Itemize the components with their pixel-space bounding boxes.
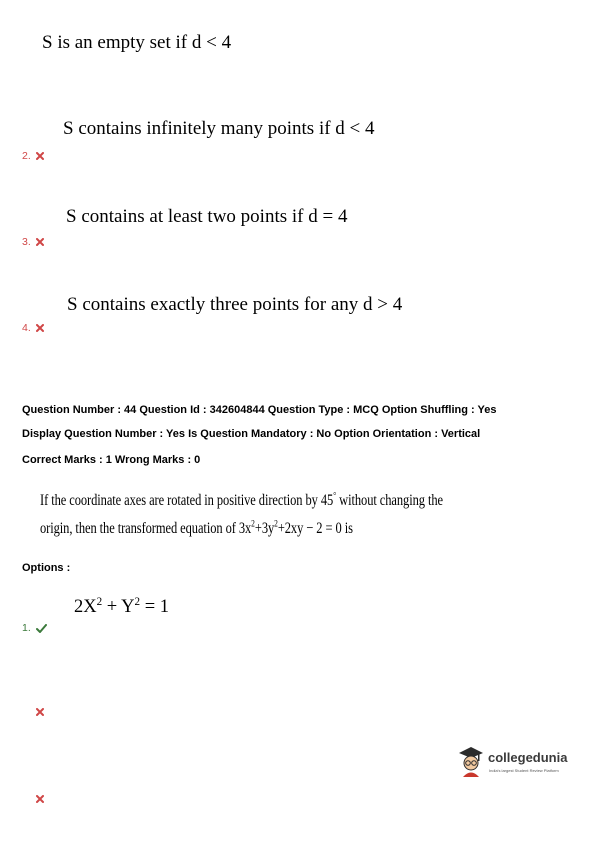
question-meta-line-2: Display Question Number : Yes Is Question Mandatory : No Option Orientation : Vertical bbox=[22, 428, 481, 440]
option-3-text: S contains at least two points if d = 4 bbox=[66, 206, 348, 227]
option-2-number: 2. bbox=[22, 150, 31, 162]
question-text-part: without changing the bbox=[336, 492, 443, 509]
question-text-line-1 bbox=[40, 492, 443, 510]
answer-option-3-marker bbox=[36, 790, 44, 808]
exponent: 2 bbox=[96, 595, 103, 608]
option-2-label bbox=[22, 150, 44, 162]
option-4-number: 4. bbox=[22, 322, 31, 334]
options-label: Options : bbox=[22, 562, 71, 574]
option-1-text: S is an empty set if d < 4 bbox=[42, 32, 232, 53]
cross-icon bbox=[36, 152, 44, 160]
cross-icon bbox=[36, 708, 44, 716]
degree-symbol: ° bbox=[333, 490, 337, 502]
check-icon bbox=[36, 624, 47, 633]
cross-icon bbox=[36, 795, 44, 803]
cross-icon bbox=[36, 238, 44, 246]
collegedunia-logo bbox=[456, 744, 576, 780]
question-text-part: +3y bbox=[254, 520, 275, 537]
question-text-part: +2xy − 2 = 0 is bbox=[277, 520, 353, 537]
exponent: 2 bbox=[134, 595, 141, 608]
question-meta-line-3: Correct Marks : 1 Wrong Marks : 0 bbox=[22, 454, 201, 466]
exponent: 2 bbox=[274, 518, 278, 530]
question-text-line-2 bbox=[40, 520, 353, 538]
expr-part: = 1 bbox=[140, 597, 170, 617]
graduate-mascot-icon bbox=[456, 744, 486, 778]
question-text-part: If the coordinate axes are rotated in positive direction by 45 bbox=[40, 492, 334, 509]
expr-part: 2X bbox=[74, 597, 97, 617]
question-text-part: origin, then the transformed equation of 3x bbox=[40, 520, 252, 537]
question-meta-line-1: Question Number : 44 Question Id : 342604844 Question Type : MCQ Option Shuffling : Yes bbox=[22, 404, 497, 416]
cross-icon bbox=[36, 324, 44, 332]
option-4-text: S contains exactly three points for any d > 4 bbox=[67, 294, 403, 315]
option-2-text: S contains infinitely many points if d < 4 bbox=[63, 118, 375, 139]
logo-tagline: India's largest Student Review Platform bbox=[489, 768, 559, 773]
option-3-number: 3. bbox=[22, 236, 31, 248]
answer-option-1-number: 1. bbox=[22, 622, 31, 634]
answer-option-1-label bbox=[22, 622, 47, 634]
answer-option-1-text bbox=[74, 597, 169, 618]
expr-part: + Y bbox=[102, 597, 135, 617]
option-4-label bbox=[22, 322, 44, 334]
option-3-label bbox=[22, 236, 44, 248]
logo-name: collegedunia bbox=[488, 750, 568, 765]
exponent: 2 bbox=[251, 518, 255, 530]
answer-option-2-marker bbox=[36, 703, 44, 721]
